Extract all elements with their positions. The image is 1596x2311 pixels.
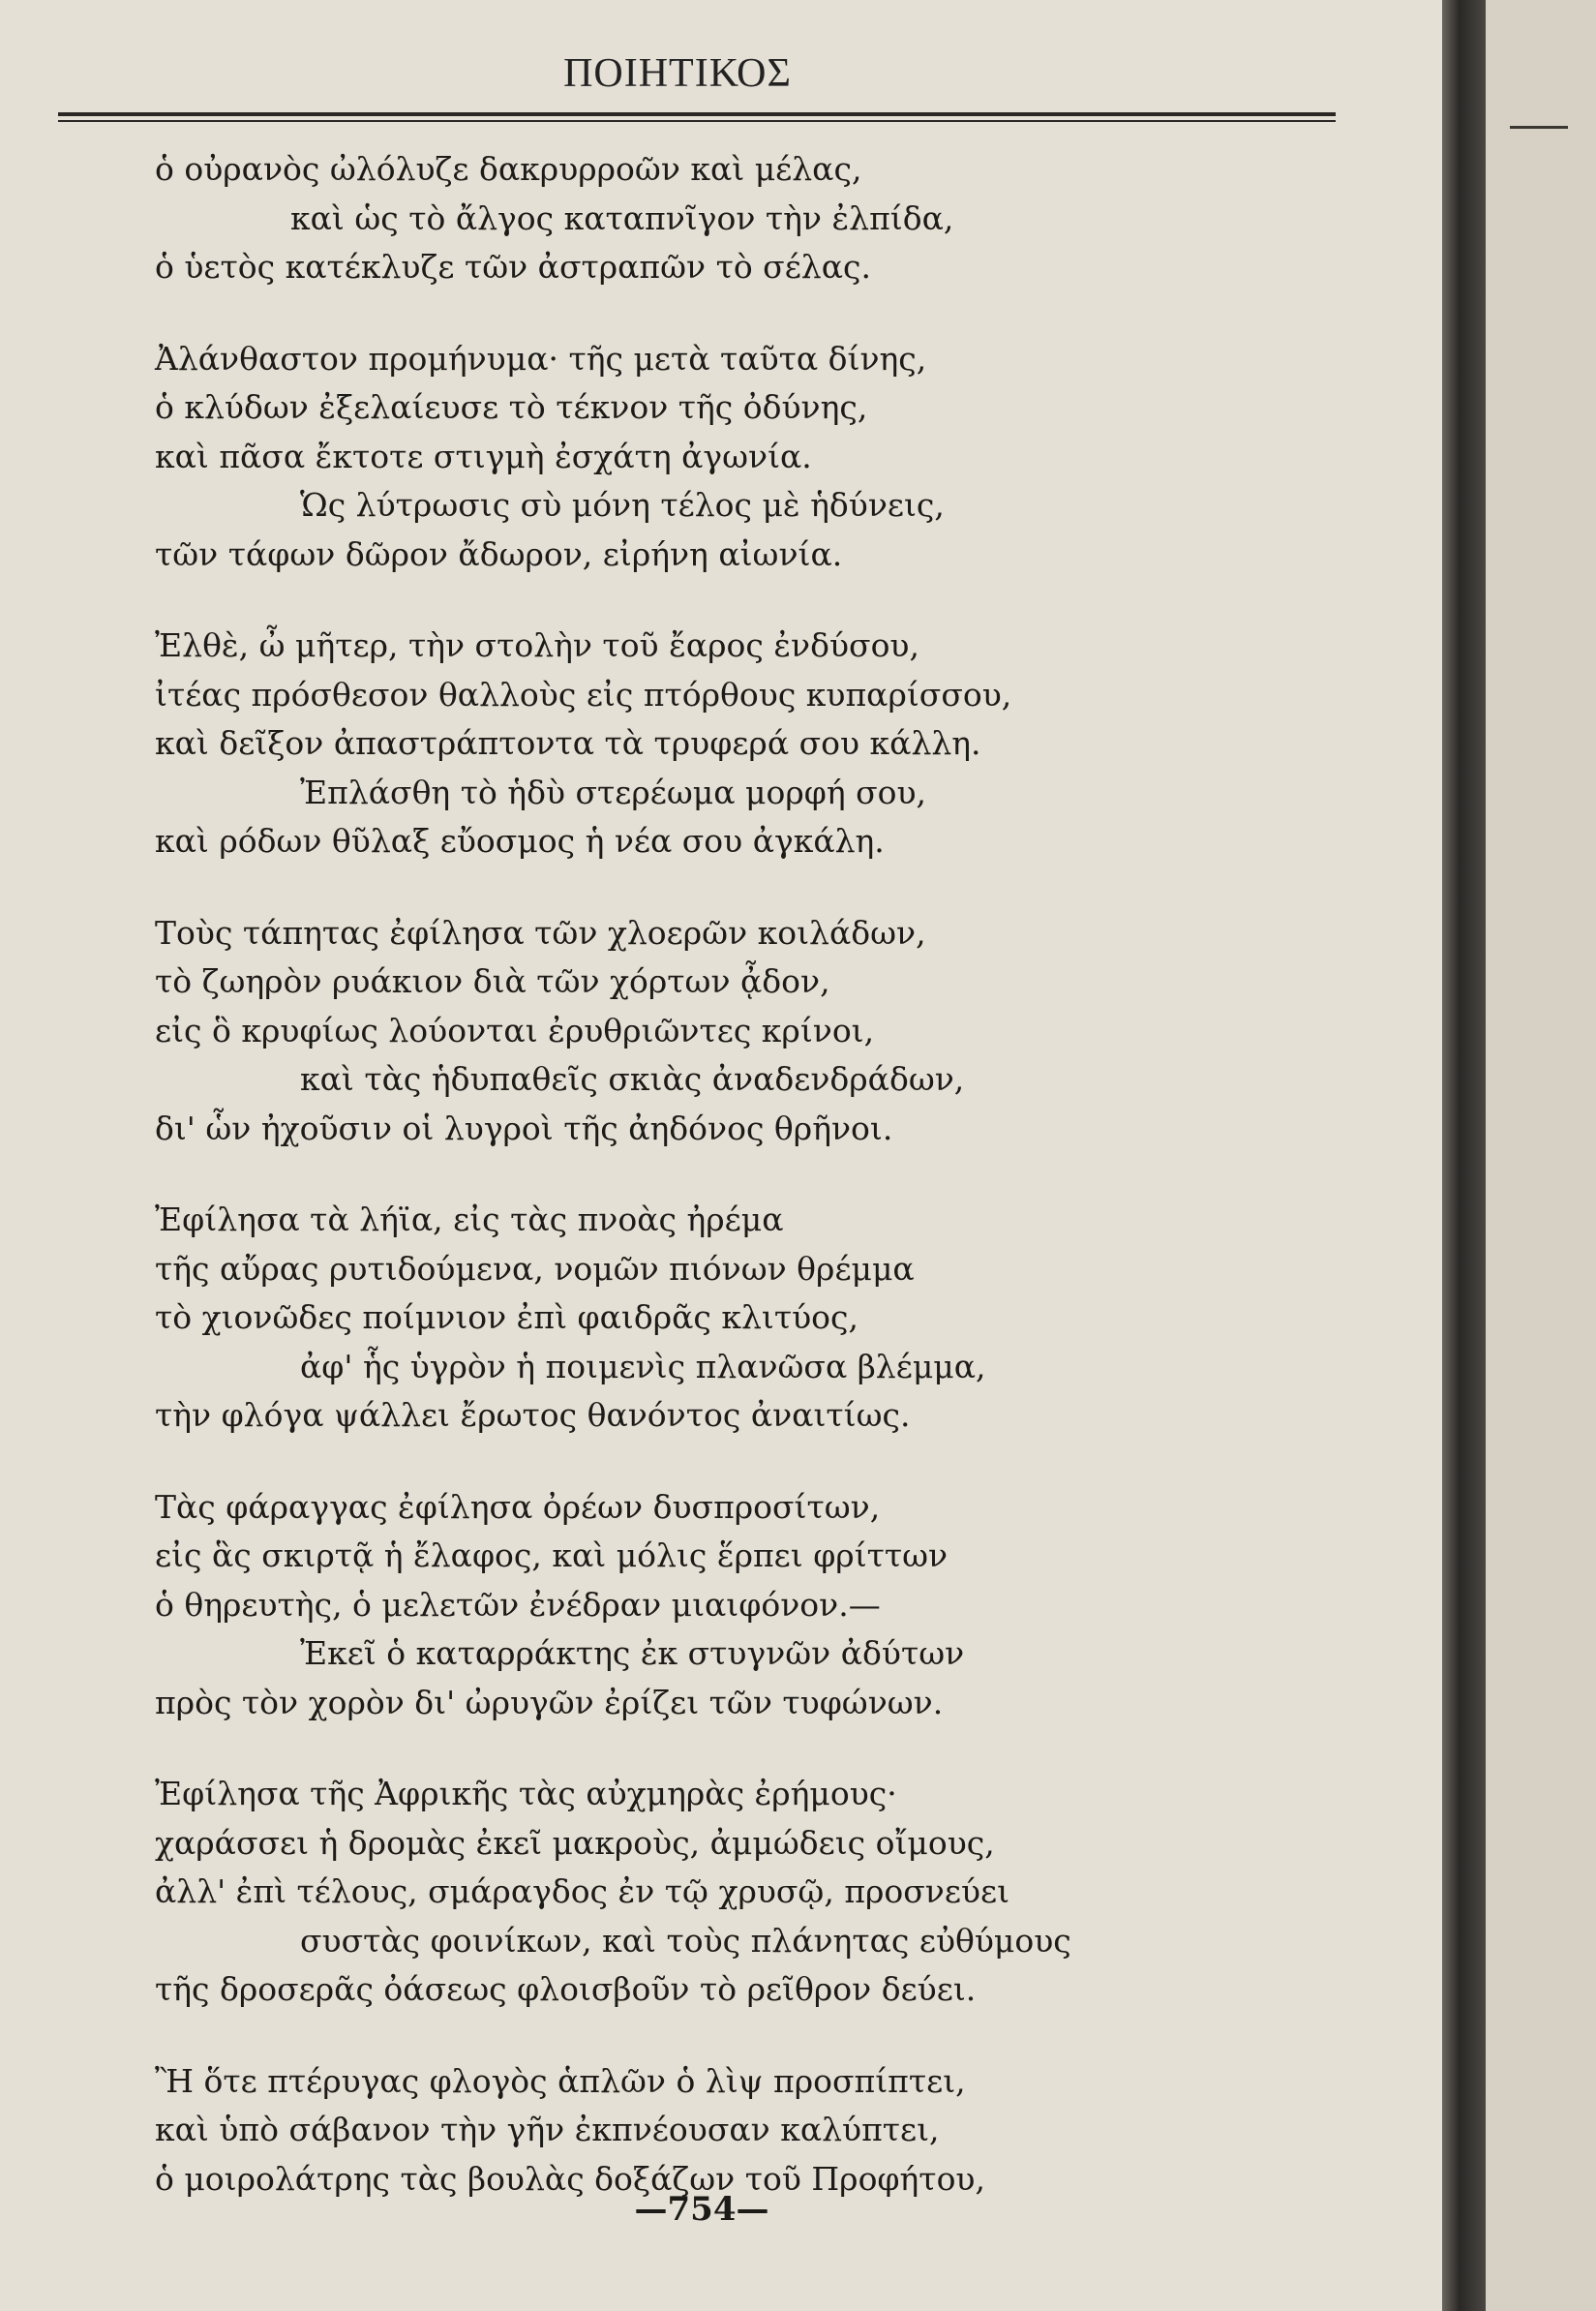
verse-line: τὸ ζωηρὸν ρυάκιον διὰ τῶν χόρτων ᾆδον, (155, 962, 830, 1000)
verse-line: χαράσσει ἡ δρομὰς ἐκεῖ μακροὺς, ἀμμώδεις οἴμους, (155, 1823, 995, 1862)
verse-line: Ἢ ὅτε πτέρυγας φλογὸς ἁπλῶν ὁ λὶψ προσπίπτει, (155, 2061, 966, 2100)
verse-line: τῆς αὔρας ρυτιδούμενα, νομῶν πιόνων θρέμμα (155, 1249, 915, 1288)
verse-line: τῶν τάφων δῶρον ἄδωρον, εἰρήνη αἰωνία. (155, 534, 843, 573)
verse-line: καὶ δεῖξον ἀπαστράπτοντα τὰ τρυφερά σου κάλλη. (155, 724, 981, 762)
verse-line: εἰς ἃς σκιρτᾷ ἡ ἔλαφος, καὶ μόλις ἕρπει φρίττων (155, 1536, 949, 1574)
verse-line: δι' ὧν ἠχοῦσιν οἱ λυγροὶ τῆς ἀηδόνος θρῆνοι. (155, 1109, 893, 1147)
verse-line: Ἐπλάσθη τὸ ἡδὺ στερέωμα μορφή σου, (300, 773, 927, 811)
header-rule-thin (58, 120, 1336, 122)
verse-line: Ὡς λύτρωσις σὺ μόνη τέλος μὲ ἡδύνεις, (300, 486, 945, 524)
book-gutter (1442, 0, 1486, 2311)
verse-line: εἰς ὃ κρυφίως λούονται ἐρυθριῶντες κρίνοι, (155, 1011, 875, 1049)
verse-line: ἀφ' ἧς ὑγρὸν ἡ ποιμενὶς πλανῶσα βλέμμα, (300, 1347, 986, 1385)
verse-line: Τὰς φάραγγας ἐφίλησα ὀρέων δυσπροσίτων, (155, 1487, 881, 1526)
verse-line: ἀλλ' ἐπὶ τέλους, σμάραγδος ἐν τῷ χρυσῷ, προσνεύει (155, 1872, 1010, 1910)
verse-line: ἰτέας πρόσθεσον θαλλοὺς εἰς πτόρθους κυπαρίσσου, (155, 675, 1012, 714)
verse-line: πρὸς τὸν χορὸν δι' ὠρυγῶν ἐρίζει τῶν τυφώνων. (155, 1683, 944, 1721)
next-page-edge (1486, 0, 1596, 2311)
verse-line: ὁ οὐρανὸς ὠλόλυζε δακρυρροῶν καὶ μέλας, (155, 150, 862, 188)
running-head: ΠΟΙΗΤΙΚΟΣ (563, 51, 792, 96)
stanza (155, 335, 1345, 580)
verse-line: τὸ χιονῶδες ποίμνιον ἐπὶ φαιδρᾶς κλιτύος, (155, 1298, 858, 1336)
verse-line: Ἐφίλησα τῆς Ἀφρικῆς τὰς αὐχμηρὰς ἐρήμους· (155, 1775, 897, 1812)
page-number: —754— (634, 2190, 769, 2229)
verse-line: ὁ ὑετὸς κατέκλυζε τῶν ἀστραπῶν τὸ σέλας. (155, 248, 871, 286)
verse-line: Ἐκεῖ ὁ καταρράκτης ἐκ στυγνῶν ἀδύτων (300, 1634, 965, 1672)
verse-line: συστὰς φοινίκων, καὶ τοὺς πλάνητας εὐθύμους (300, 1921, 1071, 1960)
verse-line: τῆς δροσερᾶς ὀάσεως φλοισβοῦν τὸ ρεῖθρον δεύει. (155, 1970, 977, 2008)
stanza (155, 145, 1345, 292)
header-rule-thick (58, 112, 1336, 116)
verse-line: καὶ ὡς τὸ ἄλγος καταπνῖγον τὴν ἐλπίδα, (290, 198, 954, 237)
stanza (155, 1483, 1345, 1728)
stanza (155, 1196, 1345, 1441)
verse-line: τὴν φλόγα ψάλλει ἔρωτος θανόντος ἀναιτίως. (155, 1396, 911, 1434)
verse-line: καὶ πᾶσα ἔκτοτε στιγμὴ ἐσχάτη ἀγωνία. (155, 437, 812, 475)
stanza (155, 909, 1345, 1154)
verse-line: καὶ ὑπὸ σάβανον τὴν γῆν ἐκπνέουσαν καλύπτει, (155, 2111, 940, 2148)
next-page-mark (1510, 126, 1568, 129)
verse-line: καὶ ρόδων θῦλαξ εὔοσμος ἡ νέα σου ἀγκάλη. (155, 822, 885, 860)
verse-line: ὁ μοιρολάτρης τὰς βουλὰς δοξάζων τοῦ Προφήτου, (155, 2159, 985, 2198)
verse-line: ὁ κλύδων ἐξελαίευσε τὸ τέκνον τῆς ὀδύνης, (155, 388, 868, 426)
verse-line: ὁ θηρευτὴς, ὁ μελετῶν ἐνέδραν μιαιφόνον.— (155, 1585, 881, 1624)
stanza (155, 1770, 1345, 2015)
stanza (155, 2057, 1345, 2205)
verse-line: Ἐλθὲ, ὦ μῆτερ, τὴν στολὴν τοῦ ἔαρος ἐνδύσου, (155, 626, 919, 664)
stanza (155, 622, 1345, 867)
poem-body (155, 145, 1345, 2246)
verse-line: καὶ τὰς ἡδυπαθεῖς σκιὰς ἀναδενδράδων, (300, 1060, 965, 1098)
verse-line: Ἐφίλησα τὰ λήϊα, εἰς τὰς πνοὰς ἠρέμα (155, 1201, 784, 1238)
verse-line: Ἀλάνθαστον προμήνυμα· τῆς μετὰ ταῦτα δίνης, (155, 339, 927, 378)
verse-line: Τοὺς τάπητας ἐφίλησα τῶν χλοερῶν κοιλάδων, (155, 913, 926, 952)
